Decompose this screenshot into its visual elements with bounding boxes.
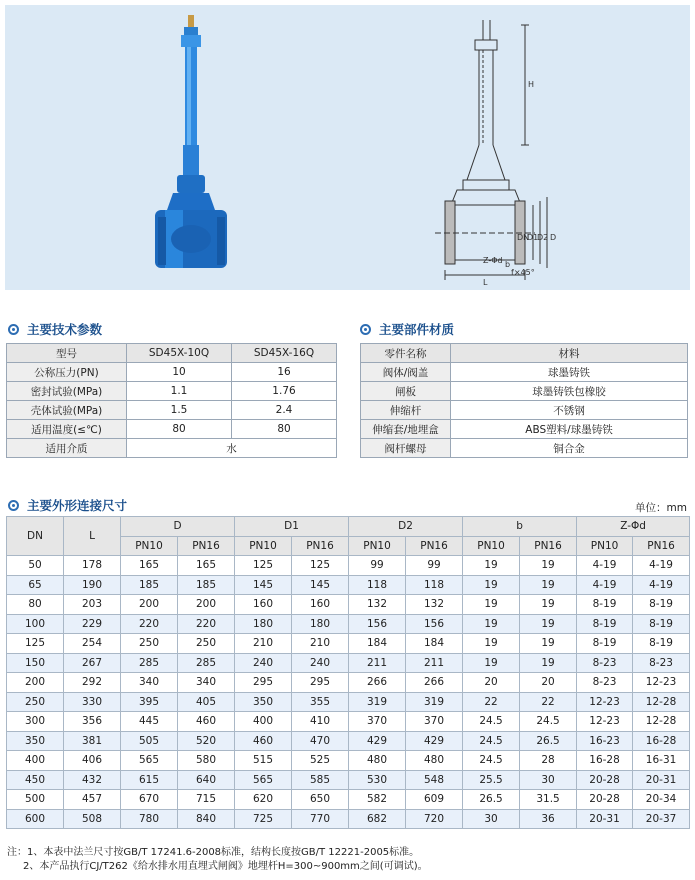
- table-cell: 125: [7, 634, 64, 654]
- table-cell: 615: [121, 770, 178, 790]
- materials-title: 主要部件材质: [360, 320, 454, 338]
- table-row: 伸缩套/地埋盒 ABS塑料/球墨铸铁: [361, 420, 688, 439]
- table-cell: 24.5: [463, 712, 520, 732]
- dimensions-body: [7, 556, 690, 829]
- table-cell: 565: [121, 751, 178, 771]
- table-cell: 670: [121, 790, 178, 810]
- table-cell: 16-28: [633, 731, 690, 751]
- table-cell: 4-19: [633, 556, 690, 576]
- table-row: 伸缩杆 不锈钢: [361, 401, 688, 420]
- table-cell: 500: [7, 790, 64, 810]
- table-cell: 180: [292, 614, 349, 634]
- label-f45: f×45°: [511, 268, 535, 277]
- table-cell: 184: [349, 634, 406, 654]
- table-cell: 12-28: [633, 712, 690, 732]
- table-cell: 292: [64, 673, 121, 693]
- table-cell: 266: [406, 673, 463, 693]
- table-cell: 16-28: [577, 751, 633, 771]
- table-cell: 8-19: [633, 595, 690, 615]
- table-row: 阀体/阀盖 球墨铸铁: [361, 363, 688, 382]
- table-cell: 12-23: [577, 712, 633, 732]
- table-cell: 582: [349, 790, 406, 810]
- materials-table: [360, 343, 688, 458]
- table-cell: 145: [235, 575, 292, 595]
- table-cell: 145: [292, 575, 349, 595]
- table-row: [7, 614, 690, 634]
- table-cell: 429: [349, 731, 406, 751]
- table-cell: 165: [178, 556, 235, 576]
- table-cell: 20-28: [577, 790, 633, 810]
- table-cell: 4-19: [577, 556, 633, 576]
- table-cell: 118: [349, 575, 406, 595]
- table-cell: 190: [64, 575, 121, 595]
- table-cell: 340: [121, 673, 178, 693]
- table-cell: 125: [292, 556, 349, 576]
- table-cell: 480: [349, 751, 406, 771]
- table-row: [7, 790, 690, 810]
- table-row: 公称压力(PN) 10 16: [7, 363, 337, 382]
- table-cell: 185: [121, 575, 178, 595]
- table-cell: 178: [64, 556, 121, 576]
- table-cell: 350: [7, 731, 64, 751]
- table-row: [7, 751, 690, 771]
- table-cell: 19: [520, 634, 577, 654]
- label-DN: DN: [517, 233, 530, 242]
- table-cell: 20: [463, 673, 520, 693]
- table-cell: 8-19: [577, 595, 633, 615]
- circle-bullet-icon: [8, 500, 19, 511]
- table-cell: 100: [7, 614, 64, 634]
- table-cell: 840: [178, 809, 235, 829]
- table-cell: 319: [349, 692, 406, 712]
- label-D: D: [550, 233, 557, 242]
- table-cell: 12-28: [633, 692, 690, 712]
- table-cell: 548: [406, 770, 463, 790]
- table-row: [7, 595, 690, 615]
- product-hero: [5, 5, 690, 290]
- table-cell: 200: [7, 673, 64, 693]
- table-cell: 780: [121, 809, 178, 829]
- table-cell: 30: [520, 770, 577, 790]
- table-cell: 132: [406, 595, 463, 615]
- table-cell: 220: [178, 614, 235, 634]
- table-cell: 470: [292, 731, 349, 751]
- table-cell: 19: [463, 556, 520, 576]
- table-cell: 19: [520, 653, 577, 673]
- note-line-1: 注：1、本表中法兰尺寸按GB/T 17241.6-2008标准，结构长度按GB/T 12221-2005标准。: [7, 847, 420, 858]
- table-cell: 4-19: [577, 575, 633, 595]
- table-cell: 725: [235, 809, 292, 829]
- table-header-row: 型号 SD45X-10Q SD45X-16Q: [7, 344, 337, 363]
- table-cell: 285: [178, 653, 235, 673]
- table-cell: 350: [235, 692, 292, 712]
- table-cell: 20-34: [633, 790, 690, 810]
- table-cell: 210: [292, 634, 349, 654]
- table-cell: 285: [121, 653, 178, 673]
- table-cell: 254: [64, 634, 121, 654]
- table-cell: 530: [349, 770, 406, 790]
- table-cell: 405: [178, 692, 235, 712]
- table-cell: 132: [349, 595, 406, 615]
- table-cell: 19: [463, 614, 520, 634]
- table-cell: 8-23: [577, 673, 633, 693]
- circle-bullet-icon: [360, 324, 371, 335]
- table-row: [7, 634, 690, 654]
- table-row: [7, 731, 690, 751]
- table-cell: 65: [7, 575, 64, 595]
- table-cell: 203: [64, 595, 121, 615]
- table-cell: 19: [520, 595, 577, 615]
- table-cell: 266: [349, 673, 406, 693]
- table-cell: 220: [121, 614, 178, 634]
- table-cell: 520: [178, 731, 235, 751]
- table-cell: 250: [178, 634, 235, 654]
- table-cell: 211: [406, 653, 463, 673]
- table-cell: 250: [7, 692, 64, 712]
- table-cell: 356: [64, 712, 121, 732]
- circle-bullet-icon: [8, 324, 19, 335]
- table-cell: 295: [292, 673, 349, 693]
- table-cell: 156: [349, 614, 406, 634]
- table-cell: 156: [406, 614, 463, 634]
- hero-illustrations: [5, 5, 690, 290]
- table-cell: 19: [520, 575, 577, 595]
- table-cell: 200: [121, 595, 178, 615]
- table-cell: 19: [520, 556, 577, 576]
- table-cell: 28: [520, 751, 577, 771]
- table-cell: 460: [178, 712, 235, 732]
- table-row: [7, 653, 690, 673]
- label-L: L: [483, 278, 488, 287]
- table-row: 闸板 球墨铸铁包橡胶: [361, 382, 688, 401]
- table-cell: 19: [463, 634, 520, 654]
- table-cell: 160: [292, 595, 349, 615]
- table-cell: 16-23: [577, 731, 633, 751]
- table-cell: 8-19: [633, 614, 690, 634]
- table-row: 密封试验(MPa) 1.1 1.76: [7, 382, 337, 401]
- table-row: [7, 673, 690, 693]
- table-cell: 25.5: [463, 770, 520, 790]
- table-cell: 450: [7, 770, 64, 790]
- table-cell: 99: [349, 556, 406, 576]
- table-cell: 118: [406, 575, 463, 595]
- table-cell: 24.5: [463, 731, 520, 751]
- table-cell: 8-19: [577, 614, 633, 634]
- table-cell: 432: [64, 770, 121, 790]
- table-row: [7, 770, 690, 790]
- table-cell: 565: [235, 770, 292, 790]
- table-header-row: 零件名称 材料: [361, 344, 688, 363]
- table-cell: 26.5: [463, 790, 520, 810]
- table-sub-header-row: PN10 PN16 PN10 PN16 PN10 PN16 PN10 PN16 PN10 PN16: [7, 536, 690, 556]
- table-cell: 457: [64, 790, 121, 810]
- table-cell: 19: [463, 653, 520, 673]
- table-cell: 8-19: [577, 634, 633, 654]
- table-row: [7, 809, 690, 829]
- label-D2: D2: [537, 233, 549, 242]
- note-line-2: 2、本产品执行CJ/T262《给水排水用直埋式闸阀》地埋杆H=300~900mm之间(可调试)。: [23, 861, 428, 872]
- table-cell: 267: [64, 653, 121, 673]
- tech-params-title: 主要技术参数: [8, 320, 102, 338]
- table-cell: 715: [178, 790, 235, 810]
- table-cell: 381: [64, 731, 121, 751]
- table-cell: 515: [235, 751, 292, 771]
- table-cell: 210: [235, 634, 292, 654]
- table-cell: 240: [292, 653, 349, 673]
- table-cell: 508: [64, 809, 121, 829]
- table-cell: 445: [121, 712, 178, 732]
- table-cell: 400: [235, 712, 292, 732]
- table-cell: 505: [121, 731, 178, 751]
- notes: [7, 846, 428, 874]
- table-cell: 125: [235, 556, 292, 576]
- tech-params-table: [6, 343, 337, 458]
- table-cell: 240: [235, 653, 292, 673]
- table-cell: 319: [406, 692, 463, 712]
- table-cell: 24.5: [520, 712, 577, 732]
- table-cell: 480: [406, 751, 463, 771]
- table-cell: 400: [7, 751, 64, 771]
- table-cell: 770: [292, 809, 349, 829]
- label-H: H: [528, 80, 535, 89]
- table-cell: 36: [520, 809, 577, 829]
- table-cell: 20-31: [577, 809, 633, 829]
- table-cell: 184: [406, 634, 463, 654]
- table-group-header-row: DN L D D1 D2 b Z-Φd: [7, 517, 690, 537]
- table-cell: 19: [463, 595, 520, 615]
- table-cell: 24.5: [463, 751, 520, 771]
- table-cell: 370: [406, 712, 463, 732]
- table-cell: 50: [7, 556, 64, 576]
- table-cell: 99: [406, 556, 463, 576]
- table-cell: 300: [7, 712, 64, 732]
- table-row: 适用介质 水: [7, 439, 337, 458]
- table-cell: 8-23: [577, 653, 633, 673]
- table-row: [7, 575, 690, 595]
- table-row: 适用温度(≤℃) 80 80: [7, 420, 337, 439]
- table-cell: 26.5: [520, 731, 577, 751]
- table-cell: 640: [178, 770, 235, 790]
- table-cell: 165: [121, 556, 178, 576]
- table-cell: 250: [121, 634, 178, 654]
- table-cell: 30: [463, 809, 520, 829]
- table-cell: 585: [292, 770, 349, 790]
- table-cell: 410: [292, 712, 349, 732]
- label-Zd: Z-Φd: [483, 256, 503, 265]
- table-cell: 650: [292, 790, 349, 810]
- table-cell: 600: [7, 809, 64, 829]
- table-row: 壳体试验(MPa) 1.5 2.4: [7, 401, 337, 420]
- table-cell: 4-19: [633, 575, 690, 595]
- table-cell: 20-31: [633, 770, 690, 790]
- table-cell: 19: [520, 614, 577, 634]
- table-row: 阀杆螺母 铜合金: [361, 439, 688, 458]
- table-cell: 580: [178, 751, 235, 771]
- table-row: [7, 692, 690, 712]
- table-cell: 20-37: [633, 809, 690, 829]
- unit-label: 单位：mm: [635, 502, 687, 514]
- table-cell: 8-23: [633, 653, 690, 673]
- table-cell: 180: [235, 614, 292, 634]
- table-cell: 370: [349, 712, 406, 732]
- table-cell: 340: [178, 673, 235, 693]
- table-cell: 682: [349, 809, 406, 829]
- table-cell: 22: [463, 692, 520, 712]
- table-cell: 19: [463, 575, 520, 595]
- table-cell: 22: [520, 692, 577, 712]
- table-cell: 20: [520, 673, 577, 693]
- table-row: [7, 556, 690, 576]
- table-cell: 525: [292, 751, 349, 771]
- table-cell: 460: [235, 731, 292, 751]
- table-cell: 200: [178, 595, 235, 615]
- table-cell: 355: [292, 692, 349, 712]
- table-cell: 295: [235, 673, 292, 693]
- table-cell: 12-23: [577, 692, 633, 712]
- table-cell: 150: [7, 653, 64, 673]
- table-cell: 16-31: [633, 751, 690, 771]
- table-cell: 229: [64, 614, 121, 634]
- table-cell: 406: [64, 751, 121, 771]
- table-cell: 395: [121, 692, 178, 712]
- table-cell: 12-23: [633, 673, 690, 693]
- label-b: b: [505, 260, 511, 269]
- table-cell: 609: [406, 790, 463, 810]
- dimensions-table: [6, 516, 690, 829]
- table-cell: 185: [178, 575, 235, 595]
- table-cell: 31.5: [520, 790, 577, 810]
- table-cell: 211: [349, 653, 406, 673]
- table-cell: 160: [235, 595, 292, 615]
- table-cell: 429: [406, 731, 463, 751]
- table-cell: 620: [235, 790, 292, 810]
- table-cell: 8-19: [633, 634, 690, 654]
- table-cell: 720: [406, 809, 463, 829]
- table-cell: 330: [64, 692, 121, 712]
- table-row: [7, 712, 690, 732]
- table-cell: 80: [7, 595, 64, 615]
- dimensions-title: 主要外形连接尺寸: [8, 496, 127, 514]
- table-cell: 20-28: [577, 770, 633, 790]
- valve-product-image: [155, 15, 227, 268]
- label-D1: D1: [527, 233, 539, 242]
